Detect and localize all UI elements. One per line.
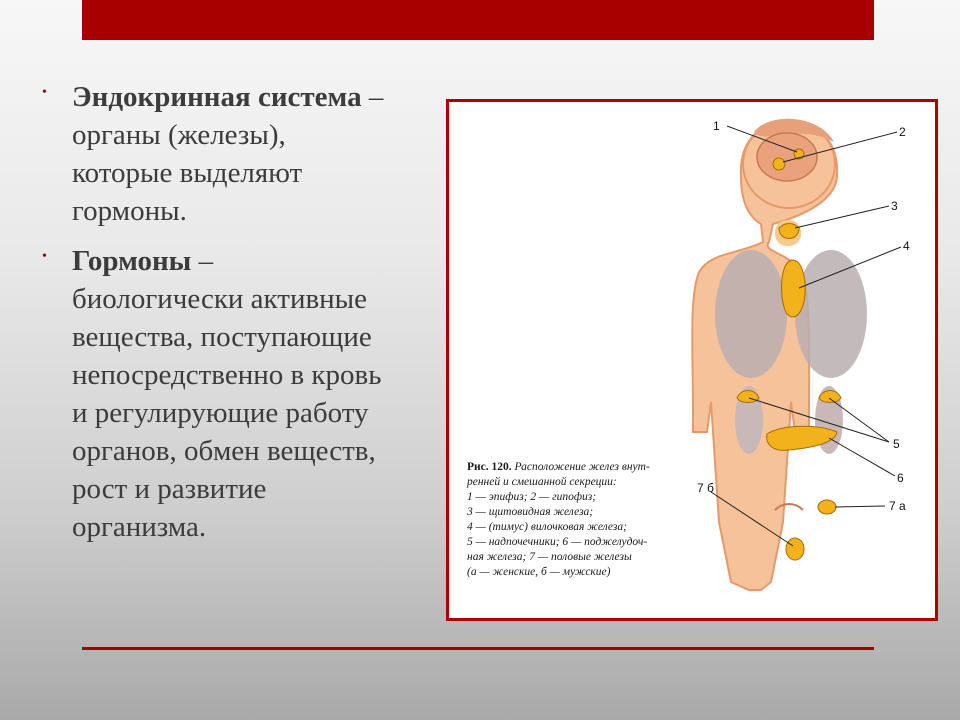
term-hormones: Гормоны [72,245,192,277]
definition-line: которые выделяют [72,157,303,189]
left-lung [715,250,787,378]
leader-7a [835,506,885,507]
label-4: 4 [903,239,910,253]
top-accent-bar [82,0,874,40]
figure-caption [467,460,703,580]
leader-6 [829,438,895,476]
testis [786,538,804,560]
caption-line: 1 — эпифиз; 2 — гипофиз; [467,491,597,503]
caption-line: 4 — (тимус) вилочковая железа; [467,521,627,533]
definition-line: организма. [72,511,207,543]
bullet-mark: • [42,249,47,264]
caption-line: (а — женские, б — мужские) [467,566,611,578]
caption-head: Рис. 120. [467,461,512,473]
caption-line: 3 — щитовидная железа; [467,506,594,518]
label-6: 6 [897,471,904,485]
body-silhouette [692,119,867,590]
definition-line: рост и развитие [72,473,267,505]
bullet-mark: • [42,85,47,100]
text-block [40,78,440,558]
definition-line: непосредственно в кровь [72,359,382,391]
definition-line: органы (железы), [72,119,286,151]
definition-line: биологически активные [72,283,368,315]
pituitary-gland [773,158,785,170]
thymus-gland [782,260,806,317]
bullet-endocrine-system [40,78,440,230]
term-dash: – [191,245,214,277]
definition-line: вещества, поступающие [72,321,372,353]
bullet-hormones [40,242,440,546]
ovary [818,500,836,514]
caption-line: Расположение желез внут- [514,461,650,473]
label-7b: 7 б [697,481,714,495]
bottom-accent-line [82,647,874,650]
label-5: 5 [893,437,900,451]
term-endocrine-system: Эндокринная система [72,81,362,113]
endocrine-figure-frame [446,99,938,621]
label-7a: 7 а [889,499,906,513]
caption-line: ная железа; 7 — половые железы [467,551,632,563]
definition-line: гормоны. [72,195,187,227]
label-3: 3 [891,199,898,213]
label-2: 2 [899,125,906,139]
definition-line: и регулирующие работу [72,397,369,429]
thyroid-gland [779,224,799,239]
definition-line: органов, обмен веществ, [72,435,376,467]
term-dash: – [361,81,384,113]
caption-line: ренней и смешанной секреции: [467,476,617,488]
caption-line: 5 — надпочечники; 6 — поджелудоч- [467,536,648,548]
label-1: 1 [713,119,720,133]
right-lung [795,250,867,378]
